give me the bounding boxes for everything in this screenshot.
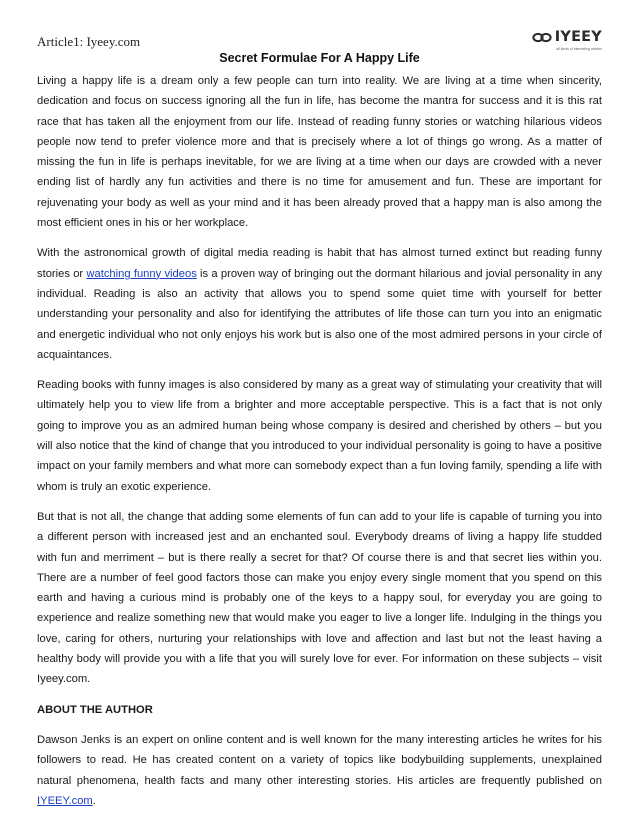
page-header xyxy=(37,30,602,52)
article-title: Secret Formulae For A Happy Life xyxy=(219,51,420,65)
header-label: Article1: Iyeey.com xyxy=(37,34,141,49)
watching-funny-videos-link[interactable]: watching funny videos xyxy=(86,267,197,280)
paragraph-1: Living a happy life is a dream only a few people can turn into reality. We are living at a time when sincerity, dedication and focus on success ignoring all the fun in life, has become the mantra for success and it is this rat race that has taken all the enjoyment from our life. Instead of reading funny stories or watching hilarious videos people now tend to prefer violence more and that is precisely where a lot of things go wrong. As a matter of missing the fun in life is perhaps inevitable, for we are living at a time when our days are crowded with a never ending list of hardly any fun activities and there is no time for amusement and fun. These are important for rejuvenating your body as well as your mind and it has been already proved that a happy man is also among the most efficient ones in his or her workplace. xyxy=(37,75,602,230)
author-bio-end: . xyxy=(92,794,96,807)
infinity-link-icon xyxy=(532,32,552,43)
iyeey-site-link[interactable]: IYEEY.com xyxy=(37,794,93,807)
paragraph-2-after: is a proven way of bringing out the dormant hilarious and jovial personality in any individual. Reading is also an activity that allows you to spend some quiet time with yourself for better understanding your personality and also for identifying the attributes of life those can turn you into an enigmatic and energetic individual who not only enjoys his work but is also one of the most admired persons in your circle of acquaintances. xyxy=(37,267,602,361)
paragraph-2-before: With the astronomical growth of digital media reading is habit that has almost turned extinct but reading funny stories or xyxy=(37,247,602,280)
author-bio-text: Dawson Jenks is an expert on online content and is well known for the many interesting articles he writes for his followers to read. He has created content on a variety of topics like bodybuilding supplements, unexplained natural phenomena, health facts and many other interesting stories. His articles are frequently published on xyxy=(37,733,602,787)
paragraph-2 xyxy=(37,243,602,365)
author-bio xyxy=(37,730,602,811)
logo-wordmark: IYEEY xyxy=(554,29,602,45)
paragraph-4: But that is not all, the change that adding some elements of fun can add to your life is capable of turning you into a different person with increased jest and an enchanted soul. Everybody dreams of living a happy life studded with fun and merriment – but is there really a secret for that? Of course there is and that secret lies within you. There are a number of feel good factors those can make you enjoy every single moment that you spend on this earth and having a curious mind is probably one of the keys to a happy soul, for everyday you are going to experience and realize something new that would make you eager to live a longer life. Indulging in the things you love, caring for others, nurturing your relationships with love and affection and last but not the least having a healthy body will provide you with a life that you will surely love for ever. For information on these subjects – visit Iyeey.com. xyxy=(37,510,602,686)
about-author-heading: ABOUT THE AUTHOR xyxy=(37,703,153,716)
iyeey-logo xyxy=(532,30,602,44)
paragraph-3: Reading books with funny images is also considered by many as a great way of stimulating your creativity that will ultimately help you to view life from a brighter and more acceptable perspective. This is a fact that is not only going to improve you as an admired human being whose company is desired and cherished by others – but you will also notice that the kind of change that you introduced to your individual personality is going to have a positive impact on your family members and what more can somebody expect than a fun loving family, spending a life with whom is truly an exotic experience. xyxy=(37,379,602,493)
logo-tagline: all kinds of interesting articles xyxy=(556,47,602,51)
article-body xyxy=(37,71,602,821)
